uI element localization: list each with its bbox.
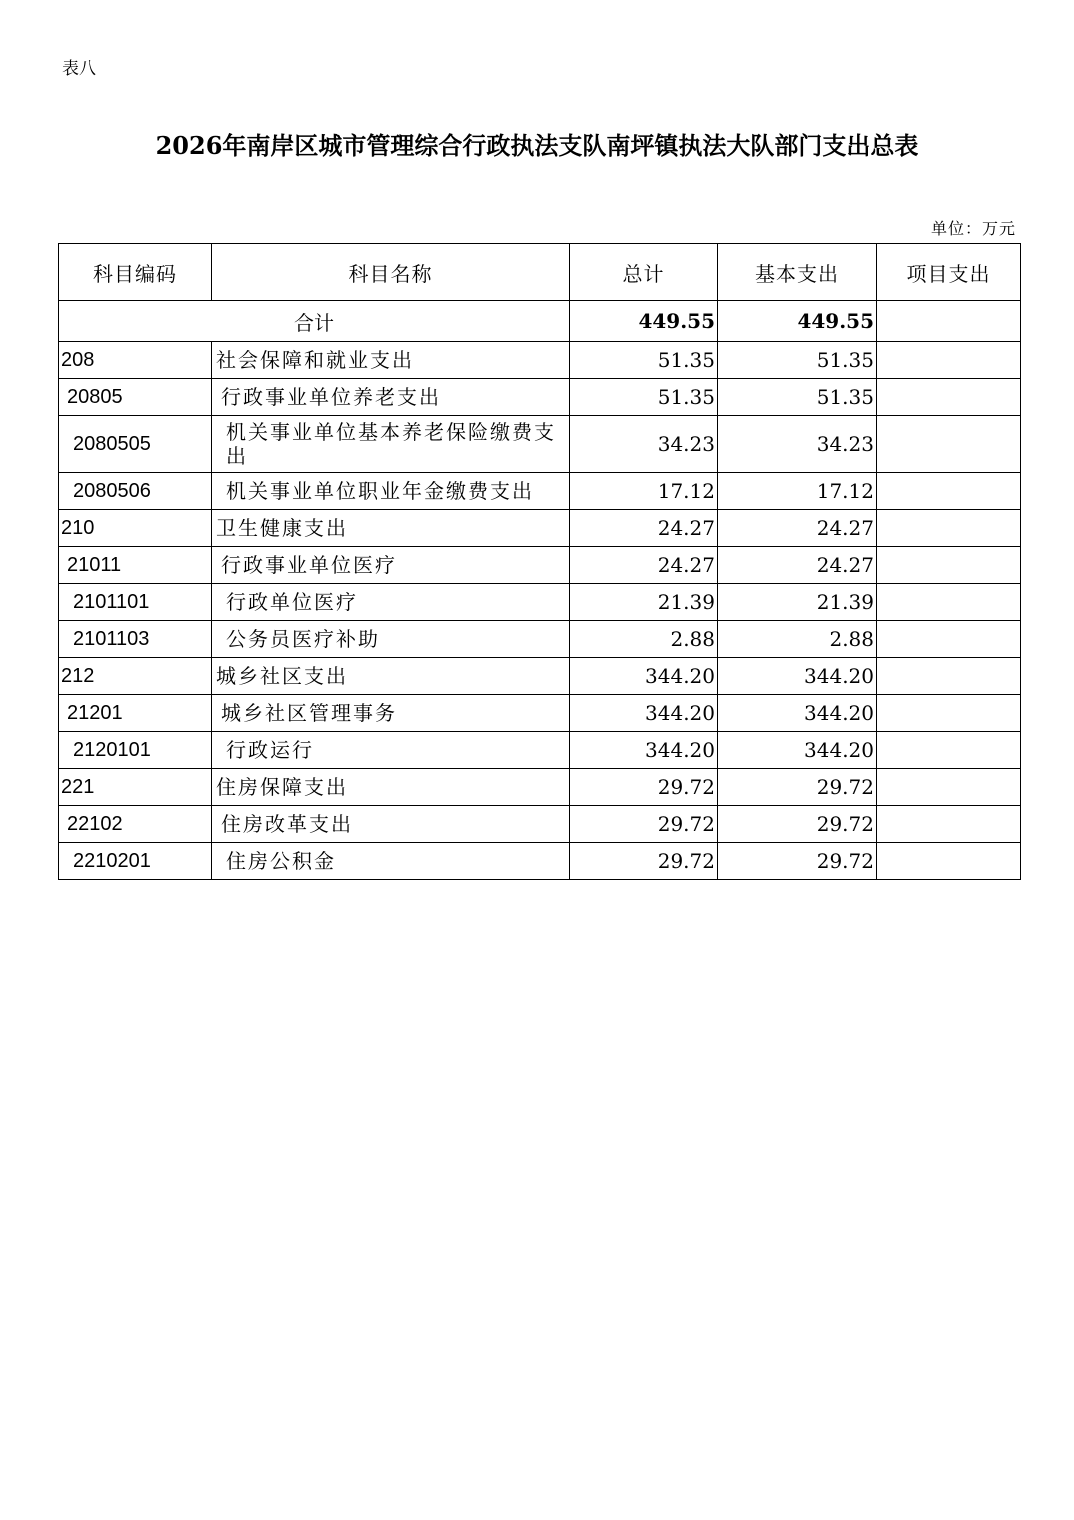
total-cell: 344.20 [570,658,718,695]
code-cell: 212 [59,658,212,695]
table-row [59,547,1021,584]
project-cell [877,584,1021,621]
code-cell: 22102 [59,806,212,843]
basic-cell: 344.20 [718,732,877,769]
basic-cell: 29.72 [718,806,877,843]
project-cell [877,510,1021,547]
basic-cell: 24.27 [718,510,877,547]
project-cell [877,342,1021,379]
table-row [59,658,1021,695]
code-cell: 221 [59,769,212,806]
project-cell [877,621,1021,658]
code-cell: 20805 [59,379,212,416]
code-cell: 21201 [59,695,212,732]
name-cell: 行政单位医疗 [212,584,570,621]
project-cell [877,732,1021,769]
expenditure-table [58,243,1021,880]
name-cell: 卫生健康支出 [212,510,570,547]
basic-cell: 29.72 [718,843,877,880]
total-cell: 29.72 [570,806,718,843]
basic-cell: 344.20 [718,658,877,695]
code-cell: 2101103 [59,621,212,658]
table-row [59,806,1021,843]
project-cell [877,658,1021,695]
project-cell [877,547,1021,584]
header-row [59,244,1021,301]
table-number-label: 表八 [62,59,96,79]
code-cell: 2101101 [59,584,212,621]
table-row [59,769,1021,806]
total-project [877,301,1021,342]
total-cell: 24.27 [570,547,718,584]
total-cell: 29.72 [570,843,718,880]
name-cell: 住房公积金 [212,843,570,880]
name-cell: 住房改革支出 [212,806,570,843]
total-cell: 17.12 [570,473,718,510]
page-title: 2026年南岸区城市管理综合行政执法支队南坪镇执法大队部门支出总表 [155,131,919,160]
basic-cell: 51.35 [718,342,877,379]
header-project: 项目支出 [877,244,1021,301]
table-row [59,695,1021,732]
basic-cell: 2.88 [718,621,877,658]
total-cell: 344.20 [570,732,718,769]
unit-label: 单位：万元 [930,219,1016,238]
total-cell: 2.88 [570,621,718,658]
header-name: 科目名称 [212,244,570,301]
code-cell: 2210201 [59,843,212,880]
table-row [59,510,1021,547]
name-cell: 行政事业单位医疗 [212,547,570,584]
header-basic: 基本支出 [718,244,877,301]
total-row [59,301,1021,342]
header-total: 总计 [570,244,718,301]
basic-cell: 51.35 [718,379,877,416]
project-cell [877,473,1021,510]
project-cell [877,806,1021,843]
table-row [59,843,1021,880]
project-cell [877,769,1021,806]
code-cell: 2120101 [59,732,212,769]
basic-cell: 21.39 [718,584,877,621]
code-cell: 2080506 [59,473,212,510]
total-amount: 449.55 [570,301,718,342]
code-cell: 21011 [59,547,212,584]
project-cell [877,416,1021,473]
name-cell: 城乡社区支出 [212,658,570,695]
name-cell: 城乡社区管理事务 [212,695,570,732]
name-cell: 公务员医疗补助 [212,621,570,658]
name-cell: 住房保障支出 [212,769,570,806]
project-cell [877,695,1021,732]
basic-cell: 344.20 [718,695,877,732]
total-cell: 34.23 [570,416,718,473]
table-row [59,732,1021,769]
total-cell: 21.39 [570,584,718,621]
project-cell [877,379,1021,416]
project-cell [877,843,1021,880]
total-cell: 51.35 [570,379,718,416]
total-cell: 29.72 [570,769,718,806]
table-row [59,473,1021,510]
table-row [59,416,1021,473]
table-row [59,584,1021,621]
header-code: 科目编码 [59,244,212,301]
total-cell: 51.35 [570,342,718,379]
table-row [59,342,1021,379]
basic-cell: 29.72 [718,769,877,806]
total-label: 合计 [59,301,570,342]
total-cell: 24.27 [570,510,718,547]
name-cell: 社会保障和就业支出 [212,342,570,379]
basic-cell: 24.27 [718,547,877,584]
name-cell: 行政运行 [212,732,570,769]
table-row [59,379,1021,416]
code-cell: 210 [59,510,212,547]
code-cell: 2080505 [59,416,212,473]
name-cell: 行政事业单位养老支出 [212,379,570,416]
total-cell: 344.20 [570,695,718,732]
table-row [59,621,1021,658]
basic-cell: 34.23 [718,416,877,473]
name-cell: 机关事业单位基本养老保险缴费支出 [212,416,570,473]
code-cell: 208 [59,342,212,379]
name-cell: 机关事业单位职业年金缴费支出 [212,473,570,510]
basic-cell: 17.12 [718,473,877,510]
total-basic: 449.55 [718,301,877,342]
